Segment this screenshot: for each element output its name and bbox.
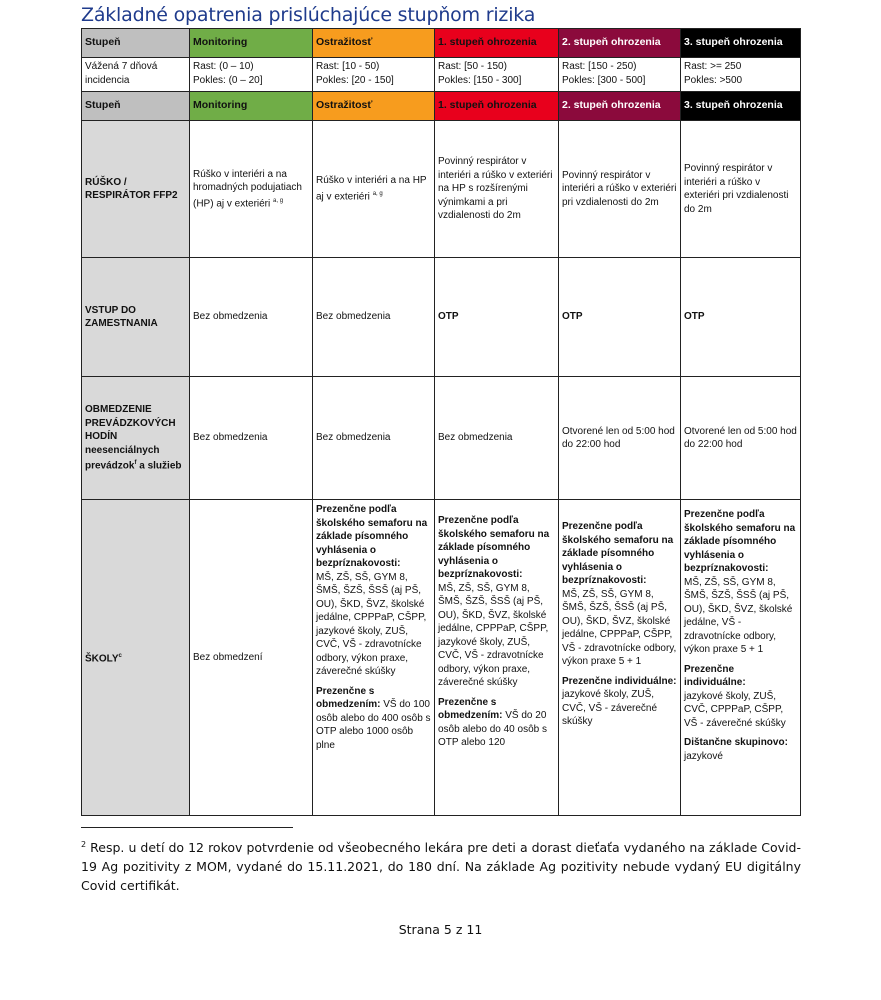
header-row-repeat [82, 92, 801, 121]
header-monitoring: Monitoring [190, 29, 313, 58]
incidence-label: Vážená 7 dňová incidencia [82, 58, 190, 92]
header-ostrazitost: Ostražitosť [313, 29, 435, 58]
header-stupen-1: 1. stupeň ohrozenia [435, 92, 559, 121]
skoly-ostrazitost: Prezenčne podľa školského semaforu na základe písomného vyhlásenia o bezpríznakovosti: MŠ, ZŠ, SŠ, GYM 8, ŠMŠ, ŠZŠ, ŠSŠ (aj PŠ, OU), ŠKD, ŠVZ, školské jedálne, CPPPaP, CŠPP, jazykové školy, ZUŠ, CVČ, VŠ - zdravotnícke odbory, výkon praxe, záverečné skúšky Prezenčne s obmedzením: VŠ do 100 osôb alebo do 400 osôb s OTP alebo 1000 osôb plne [313, 500, 435, 816]
vstup-row [82, 258, 801, 377]
hodiny-stupen-2: Otvorené len od 5:00 hod do 22:00 hod [559, 377, 681, 500]
skoly-monitoring: Bez obmedzení [190, 500, 313, 816]
skoly-row [82, 500, 801, 816]
incidence-monitoring: Rast: (0 – 10) Pokles: (0 – 20] [190, 58, 313, 92]
rusko-stupen-1: Povinný respirátor v interiéri a rúško v exteriéri na HP s rozšírenými výnimkami a pri vzdialenosti do 2m [435, 121, 559, 258]
header-ostrazitost: Ostražitosť [313, 92, 435, 121]
incidence-row [82, 58, 801, 92]
vstup-label: VSTUP DO ZAMESTNANIA [82, 258, 190, 377]
header-stupen-3: 3. stupeň ohrozenia [681, 29, 801, 58]
page-title: Základné opatrenia prislúchajúce stupňom rizika [81, 4, 536, 26]
incidence-ostrazitost: Rast: [10 - 50) Pokles: [20 - 150] [313, 58, 435, 92]
hodiny-row [82, 377, 801, 500]
header-stupen-1: 1. stupeň ohrozenia [435, 29, 559, 58]
rusko-label: RÚŠKO / RESPIRÁTOR FFP2 [82, 121, 190, 258]
incidence-stupen-3: Rast: >= 250 Pokles: >500 [681, 58, 801, 92]
hodiny-label: OBMEDZENIE PREVÁDZKOVÝCH HODÍN neesenciálnych prevádzok$^f$ a služieb [82, 377, 190, 500]
footnote-divider [81, 827, 293, 828]
skoly-label: ŠKOLY$^c$ [82, 500, 190, 816]
skoly-stupen-2: Prezenčne podľa školského semaforu na základe písomného vyhlásenia o bezpríznakovosti: MŠ, ZŠ, SŠ, GYM 8, ŠMŠ, ŠZŠ, ŠSŠ (aj PŠ, OU), ŠKD, ŠVZ, školské jedálne, CPPPaP, CŠPP, VŠ - zdravotnícke odbory, výkon praxe 5 + 1 Prezenčne individuálne: jazykové školy, ZUŠ, CVČ, VŠ - záverečné skúšky [559, 500, 681, 816]
vstup-ostrazitost: Bez obmedzenia [313, 258, 435, 377]
hodiny-ostrazitost: Bez obmedzenia [313, 377, 435, 500]
header-label-cell: Stupeň [82, 29, 190, 58]
skoly-stupen-3: Prezenčne podľa školského semaforu na základe písomného vyhlásenia o bezpríznakovosti: MŠ, ZŠ, SŠ, GYM 8, ŠMŠ, ŠZŠ, ŠSŠ (aj PŠ, OU), ŠKD, ŠVZ, školské jedálne, VŠ - zdravotnícke odbory, výkon praxe 5 + 1 Prezenčne individuálne: jazykové školy, ZUŠ, CVČ, CPPPaP, CŠPP, VŠ - záverečné skúšky Dištančne skupinovo: jazykové [681, 500, 801, 816]
risk-measures-table [81, 28, 801, 816]
footnote: $^2$ Resp. u detí do 12 rokov potvrdenie od všeobecného lekára pre deti a dorast dieťaťa vydaného na základe Covid-19 Ag pozitivity z MOM, vydané do 15.11.2021, do 180 dní. Na základe Ag pozitivity nebude vydaný EU digitálny Covid certifikát. [81, 840, 801, 894]
vstup-stupen-1: OTP [435, 258, 559, 377]
hodiny-stupen-3: Otvorené len od 5:00 hod do 22:00 hod [681, 377, 801, 500]
header-stupen-3: 3. stupeň ohrozenia [681, 92, 801, 121]
header-stupen-2: 2. stupeň ohrozenia [559, 92, 681, 121]
header-monitoring: Monitoring [190, 92, 313, 121]
header-stupen-2: 2. stupeň ohrozenia [559, 29, 681, 58]
incidence-stupen-1: Rast: [50 - 150) Pokles: [150 - 300] [435, 58, 559, 92]
rusko-monitoring: Rúško v interiéri a na hromadných podujatiach (HP) aj v exteriéri $^{a, g}$ [190, 121, 313, 258]
rusko-ostrazitost: Rúško v interiéri a na HP aj v exteriéri $^{a, g}$ [313, 121, 435, 258]
vstup-monitoring: Bez obmedzenia [190, 258, 313, 377]
rusko-stupen-2: Povinný respirátor v interiéri a rúško v exteriéri pri vzdialenosti do 2m [559, 121, 681, 258]
vstup-stupen-3: OTP [681, 258, 801, 377]
vstup-stupen-2: OTP [559, 258, 681, 377]
page-number: Strana 5 z 11 [398, 922, 483, 937]
rusko-stupen-3: Povinný respirátor v interiéri a rúško v exteriéri pri vzdialenosti do 2m [681, 121, 801, 258]
hodiny-stupen-1: Bez obmedzenia [435, 377, 559, 500]
rusko-row [82, 121, 801, 258]
hodiny-monitoring: Bez obmedzenia [190, 377, 313, 500]
header-label-cell: Stupeň [82, 92, 190, 121]
incidence-stupen-2: Rast: [150 - 250) Pokles: [300 - 500] [559, 58, 681, 92]
header-row-top [82, 29, 801, 58]
skoly-stupen-1: Prezenčne podľa školského semaforu na základe písomného vyhlásenia o bezpríznakovosti: MŠ, ZŠ, SŠ, GYM 8, ŠMŠ, ŠZŠ, ŠSŠ (aj PŠ, OU), ŠKD, ŠVZ, školské jedálne, CPPPaP, CŠPP, jazykové školy, ZUŠ, CVČ, VŠ - zdravotnícke odbory, výkon praxe, záverečné skúšky Prezenčne s obmedzením: VŠ do 20 osôb alebo do 40 osôb s OTP alebo 120 [435, 500, 559, 816]
